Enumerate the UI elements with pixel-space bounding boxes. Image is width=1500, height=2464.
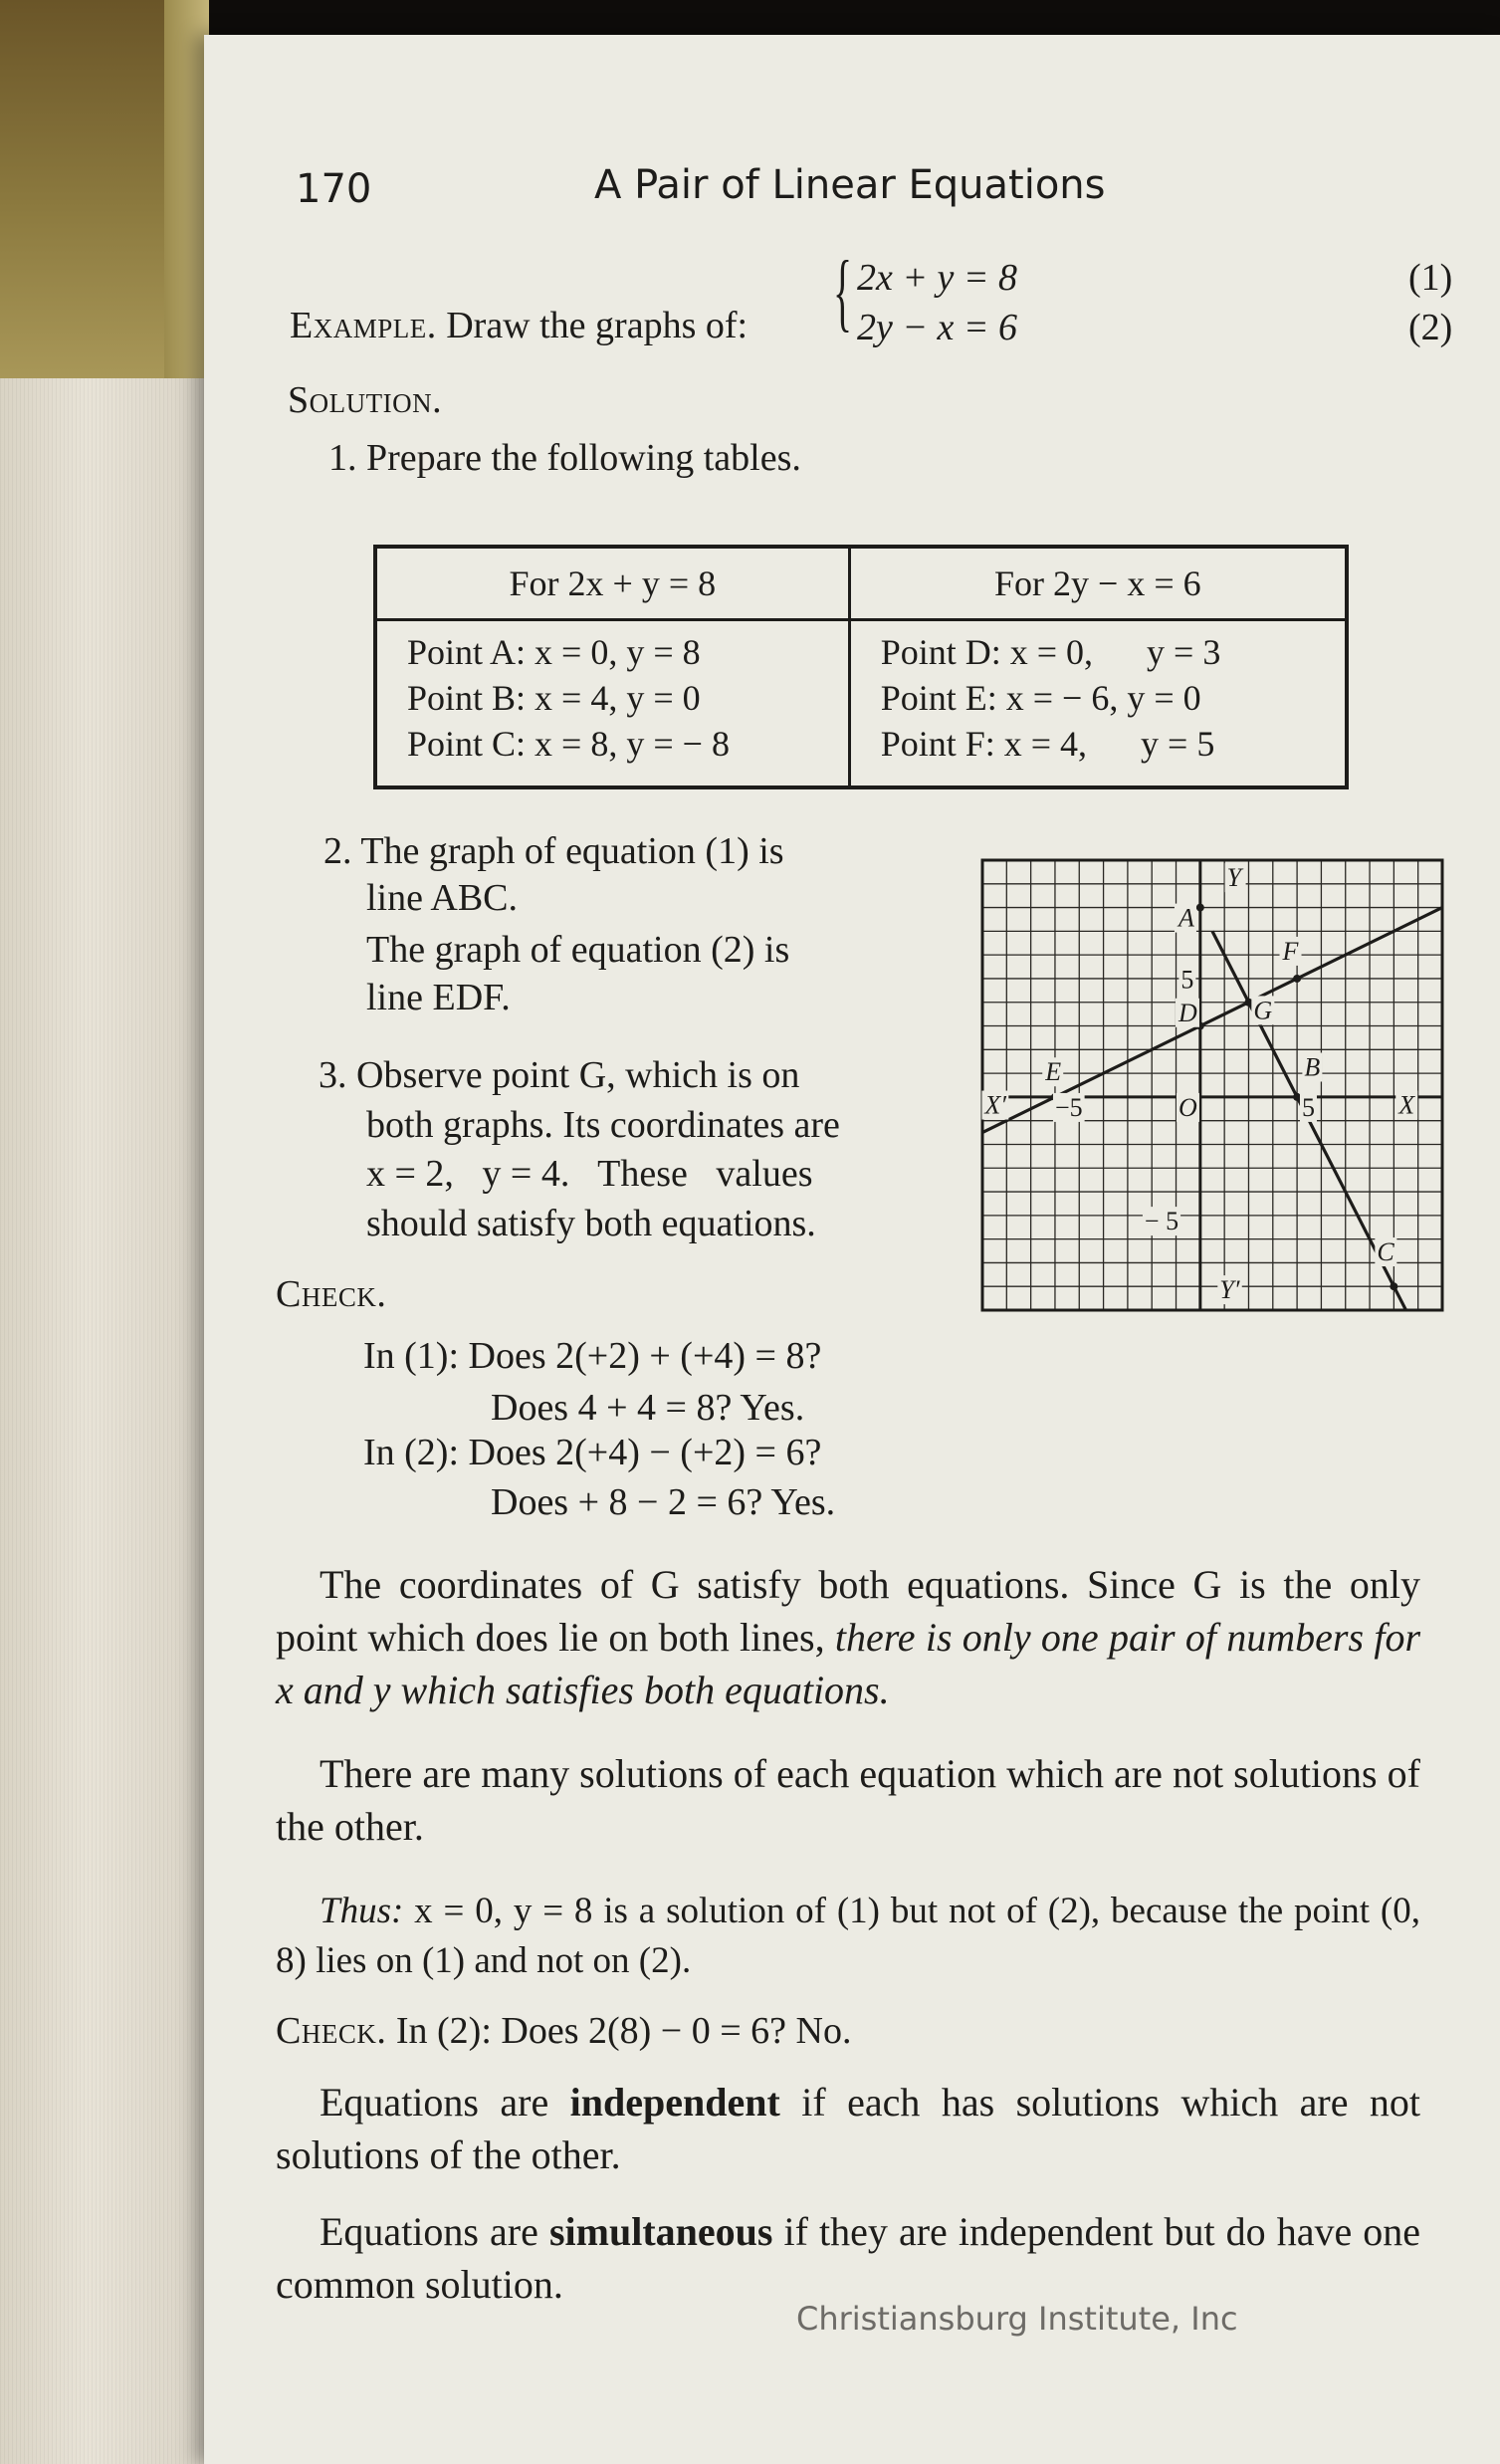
paragraph-4-label: Check. bbox=[276, 2010, 387, 2052]
example-text: Draw the graphs of: bbox=[446, 305, 749, 346]
table-header-eq2: For 2y − x = 6 bbox=[849, 547, 1347, 620]
book-page bbox=[204, 35, 1500, 2464]
label-minus-five-x: −5 bbox=[1054, 1092, 1083, 1122]
table-header-eq1: For 2x + y = 8 bbox=[375, 547, 849, 620]
check-line: In (1): Does 2(+2) + (+4) = 8? bbox=[363, 1335, 822, 1377]
point-g bbox=[1244, 999, 1252, 1007]
system-brace: { bbox=[833, 244, 853, 340]
points-table bbox=[373, 545, 1349, 789]
point-f bbox=[1293, 975, 1301, 983]
check-label: Check. bbox=[276, 1273, 387, 1315]
step-3-line: should satisfy both equations. bbox=[366, 1203, 816, 1244]
step-3-line: 3. Observe point G, which is on bbox=[319, 1054, 800, 1096]
equation-2-number: (2) bbox=[1408, 307, 1453, 348]
step-2-line: line EDF. bbox=[366, 977, 511, 1018]
paragraph-4 bbox=[276, 2009, 851, 2053]
label-x: X bbox=[1398, 1090, 1415, 1120]
table-col-eq1 bbox=[375, 620, 849, 788]
point-c bbox=[1390, 1282, 1397, 1290]
label-d: D bbox=[1178, 998, 1197, 1027]
step-2-line: 2. The graph of equation (1) is bbox=[323, 830, 784, 872]
label-y: Y bbox=[1226, 863, 1242, 893]
paragraph-6-pre: Equations are bbox=[320, 2209, 538, 2254]
point-b bbox=[1293, 1093, 1301, 1101]
paragraph-3-lead: Thus: bbox=[320, 1891, 404, 1931]
label-a: A bbox=[1178, 903, 1194, 933]
coordinate-graph bbox=[978, 856, 1446, 1314]
check-line: Does + 8 − 2 = 6? Yes. bbox=[491, 1481, 836, 1523]
table-row: Point A: x = 0, y = 8 bbox=[407, 632, 701, 672]
label-f: F bbox=[1282, 936, 1299, 966]
paragraph-5-post: if each has solutions which are not solutions of the other. bbox=[276, 2080, 1421, 2177]
label-y-prime: Y′ bbox=[1219, 1275, 1240, 1305]
label-c: C bbox=[1377, 1237, 1394, 1267]
page-title: A Pair of Linear Equations bbox=[594, 162, 1106, 208]
point-a bbox=[1196, 904, 1204, 912]
table-row: Point B: x = 4, y = 0 bbox=[407, 678, 701, 718]
paragraph-3-text: x = 0, y = 8 is a solution of (1) but not of (2), because the point (0, 8) lies on (1) and not on (2). bbox=[276, 1891, 1421, 1981]
label-g: G bbox=[1253, 996, 1273, 1025]
paragraph-6 bbox=[276, 2205, 1420, 2311]
paragraph-2-text: There are many solutions of each equation which are not solutions of the other. bbox=[276, 1751, 1420, 1849]
paragraph-1-text: The coordinates of G satisfy both equations. Since G is the only point which does lie on both lines, bbox=[276, 1562, 1420, 1660]
step-2-line: line ABC. bbox=[366, 877, 519, 919]
bookmark-ribbon bbox=[0, 0, 209, 378]
equation-1: 2x + y = 8 bbox=[857, 257, 1018, 299]
label-five-y: 5 bbox=[1180, 965, 1194, 995]
equation-2: 2y − x = 6 bbox=[857, 307, 1018, 348]
paragraph-6-post: if they are independent but do have one common solution. bbox=[276, 2209, 1421, 2307]
table-row: Point D: x = 0, y = 3 bbox=[880, 632, 1221, 672]
step-3-line: both graphs. Its coordinates are bbox=[366, 1104, 840, 1146]
table-row: Point C: x = 8, y = − 8 bbox=[407, 724, 730, 764]
paragraph-1-italic: there is only one pair of numbers for x and y which satisfies both equations. bbox=[276, 1615, 1421, 1712]
table-row: Point F: x = 4, y = 5 bbox=[880, 724, 1215, 764]
step-3-line: x = 2, y = 4. These values bbox=[366, 1153, 813, 1195]
paragraph-5 bbox=[276, 2076, 1420, 2181]
label-x-prime: X′ bbox=[984, 1090, 1007, 1120]
table-row: Point E: x = − 6, y = 0 bbox=[880, 678, 1201, 718]
step-1-text: 1. Prepare the following tables. bbox=[328, 437, 801, 479]
term-independent: independent bbox=[569, 2080, 780, 2125]
check-line: In (2): Does 2(+4) − (+2) = 6? bbox=[363, 1432, 822, 1473]
paragraph-5-pre: Equations are bbox=[320, 2080, 549, 2125]
example-label: Example. bbox=[290, 305, 437, 346]
page-stack-edge bbox=[0, 368, 219, 2464]
watermark: Christiansburg Institute, Inc bbox=[796, 2300, 1238, 2338]
paragraph-4-text: In (2): Does 2(8) − 0 = 6? No. bbox=[395, 2010, 852, 2052]
example-statement bbox=[290, 304, 748, 347]
label-e: E bbox=[1045, 1057, 1062, 1087]
check-line: Does 4 + 4 = 8? Yes. bbox=[491, 1387, 805, 1429]
step-2-line: The graph of equation (2) is bbox=[366, 929, 790, 971]
equation-1-number: (1) bbox=[1408, 257, 1453, 299]
page-number: 170 bbox=[296, 166, 372, 212]
label-origin: O bbox=[1178, 1092, 1197, 1122]
paragraph-1 bbox=[276, 1558, 1420, 1716]
paragraph-2 bbox=[276, 1747, 1420, 1853]
solution-label: Solution. bbox=[288, 379, 443, 421]
term-simultaneous: simultaneous bbox=[548, 2209, 773, 2254]
paragraph-3 bbox=[276, 1887, 1420, 1986]
label-five-x: 5 bbox=[1301, 1092, 1315, 1122]
table-col-eq2 bbox=[849, 620, 1347, 788]
label-minus-five-y: − 5 bbox=[1144, 1207, 1179, 1236]
label-b: B bbox=[1304, 1052, 1321, 1082]
